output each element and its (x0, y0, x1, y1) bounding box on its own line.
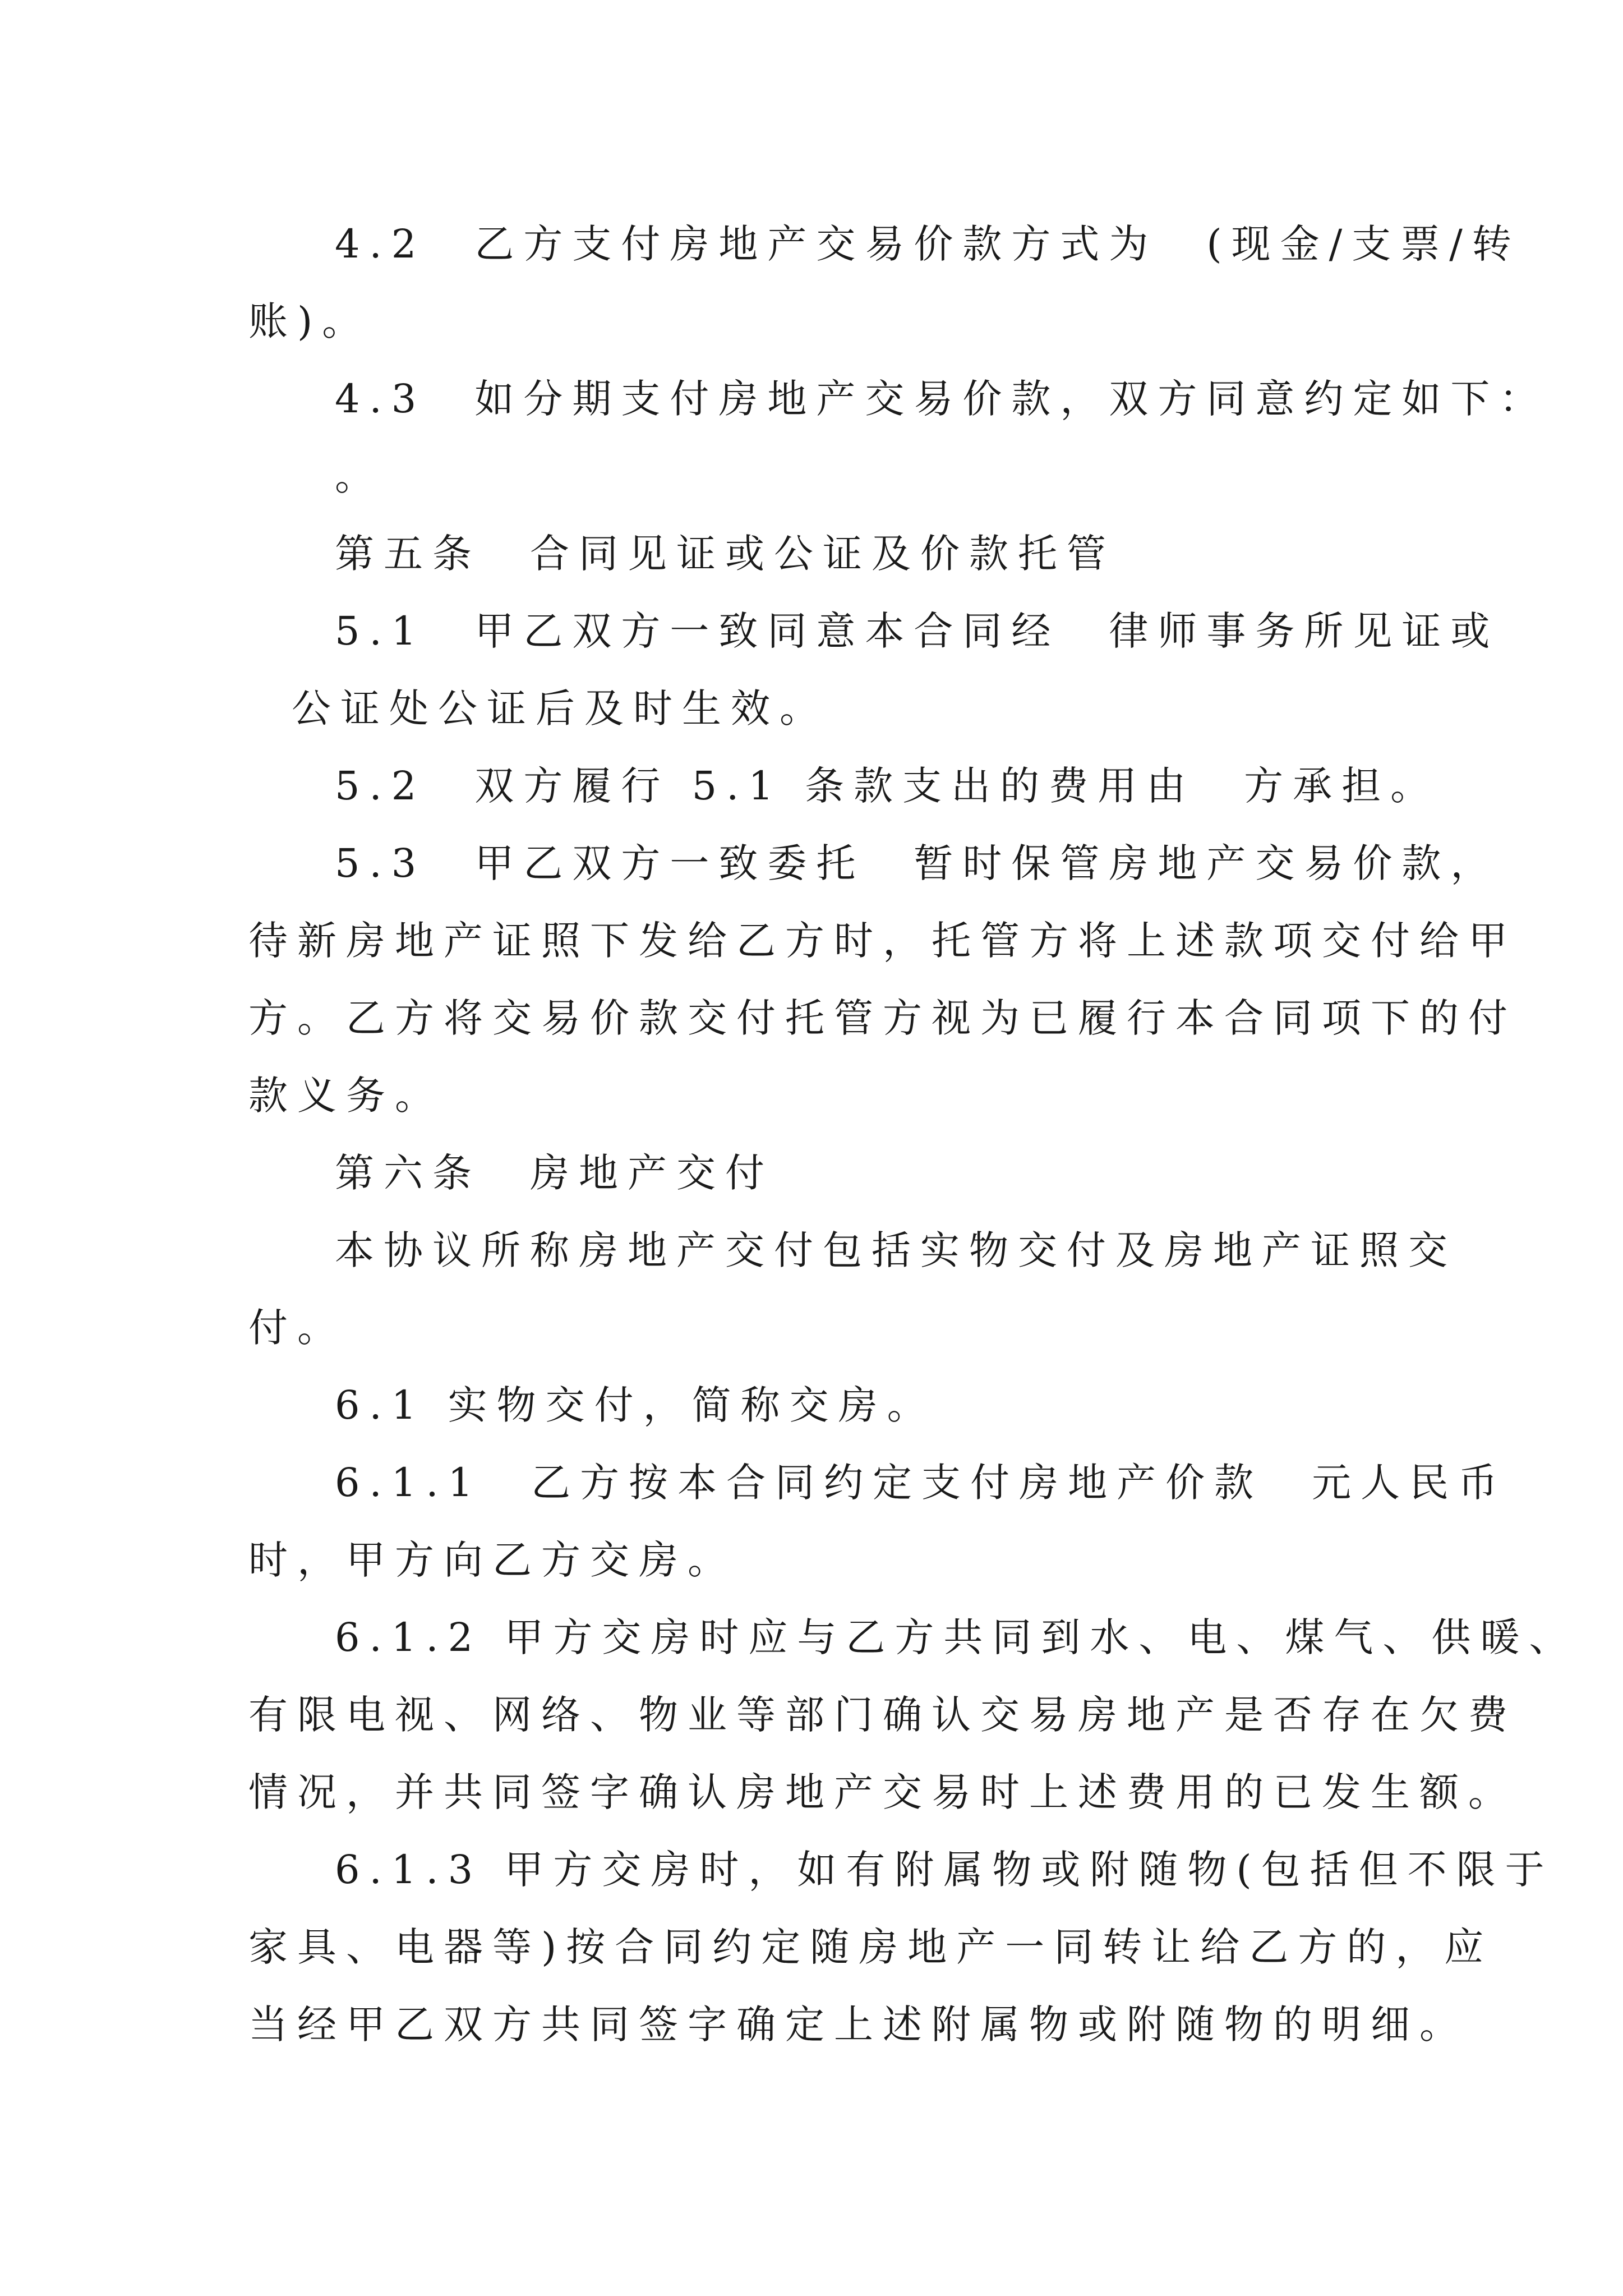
clause-6-1-2-line-2: 有限电视、网络、物业等部门确认交易房地产是否存在欠费 (248, 1692, 1517, 1738)
clause-4-3-line-1: 4.3 如分期支付房地产交易价款，双方同意约定如下： (335, 376, 1548, 422)
clause-5-1-line-2: 公证处公证后及时生效。 (292, 685, 828, 731)
article-6-intro-line-1: 本协议所称房地产交付包括实物交付及房地产证照交 (335, 1227, 1457, 1273)
clause-5-2-line: 5.2 双方履行 5.1 条款支出的费用由 方承担。 (335, 763, 1440, 809)
clause-4-2-line-1: 4.2 乙方支付房地产交易价款方式为 (现金/支票/转 (335, 221, 1521, 267)
clause-6-1-line: 6.1 实物交付，简称交房。 (335, 1382, 936, 1428)
clause-5-3-line-3: 方。乙方将交易价款交付托管方视为已履行本合同项下的付 (248, 995, 1517, 1041)
article-6-heading: 第六条 房地产交付 (335, 1150, 774, 1196)
clause-4-3-line-2: 。 (335, 453, 384, 499)
clause-4-2-line-2: 账)。 (248, 298, 371, 344)
clause-6-1-3-line-2: 家具、电器等)按合同约定随房地产一同转让给乙方的，应 (248, 1924, 1493, 1970)
clause-6-1-2-line-1: 6.1.2 甲方交房时应与乙方共同到水、电、煤气、供暖、 (335, 1614, 1578, 1660)
article-6-intro-line-2: 付。 (248, 1305, 346, 1351)
clause-6-1-3-line-1: 6.1.3 甲方交房时，如有附属物或附随物(包括但不限于 (335, 1847, 1554, 1893)
clause-6-1-2-line-3: 情况，并共同签字确认房地产交易时上述费用的已发生额。 (248, 1769, 1517, 1815)
clause-5-3-line-1: 5.3 甲乙双方一致委托 暂时保管房地产交易价款， (335, 840, 1500, 886)
clause-6-1-1-line-1: 6.1.1 乙方按本合同约定支付房地产价款 元人民币 (335, 1460, 1507, 1506)
clause-5-1-line-1: 5.1 甲乙双方一致同意本合同经 律师事务所见证或 (335, 608, 1500, 654)
clause-5-3-line-4: 款义务。 (248, 1073, 444, 1119)
clause-6-1-3-line-3: 当经甲乙双方共同签字确定上述附属物或附随物的明细。 (248, 2001, 1468, 2047)
clause-5-3-line-2: 待新房地产证照下发给乙方时，托管方将上述款项交付给甲 (248, 918, 1517, 964)
article-5-heading: 第五条 合同见证或公证及价款托管 (335, 531, 1115, 577)
clause-6-1-1-line-2: 时，甲方向乙方交房。 (248, 1537, 736, 1583)
